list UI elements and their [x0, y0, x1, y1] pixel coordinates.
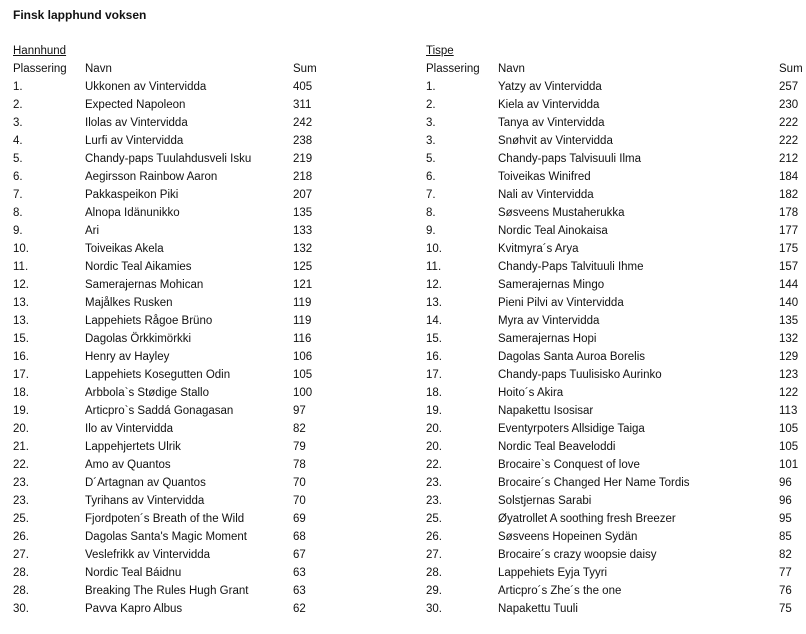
placement-cell: 6.: [13, 171, 23, 183]
placement-cell: 15.: [426, 333, 442, 345]
sum-cell: 76: [779, 585, 792, 597]
female-result-row: [426, 134, 806, 152]
sum-cell: 116: [293, 333, 312, 345]
dog-name-cell: Kvitmyra´s Arya: [498, 243, 579, 255]
placement-cell: 28.: [13, 585, 29, 597]
placement-cell: 20.: [426, 441, 442, 453]
male-header-row: [13, 62, 383, 80]
male-result-row: [13, 350, 383, 368]
placement-cell: 11.: [426, 261, 442, 273]
sum-cell: 125: [293, 261, 313, 273]
sum-cell: 113: [779, 405, 798, 417]
dog-name-cell: Søsveens Hopeinen Sydän: [498, 531, 638, 543]
dog-name-cell: Søsveens Mustaherukka: [498, 207, 625, 219]
dog-name-cell: Tyrihans av Vintervidda: [85, 495, 205, 507]
placement-cell: 1.: [13, 81, 23, 93]
dog-name-cell: Samerajernas Mohican: [85, 279, 204, 291]
placement-cell: 3.: [13, 117, 23, 129]
female-result-row: [426, 116, 806, 134]
female-result-row: [426, 404, 806, 422]
male-result-row: [13, 188, 383, 206]
sum-cell: 222: [779, 135, 799, 147]
male-result-row: [13, 206, 383, 224]
placement-cell: 25.: [13, 513, 29, 525]
female-result-row: [426, 512, 806, 530]
placement-cell: 21.: [13, 441, 29, 453]
dog-name-cell: Ari: [85, 225, 100, 237]
dog-name-cell: Lappehiets Eyja Tyyri: [498, 567, 608, 579]
dog-name-cell: Articpro`s Saddá Gonagasan: [85, 405, 234, 417]
male-results-list: [13, 80, 383, 620]
placement-cell: 16.: [426, 351, 442, 363]
dog-name-cell: Chandy-Paps Talvituuli Ihme: [498, 261, 644, 273]
sum-cell: 96: [779, 495, 792, 507]
sum-cell: 238: [293, 135, 313, 147]
sum-cell: 257: [779, 81, 799, 93]
dog-name-cell: Ilolas av Vintervidda: [85, 117, 188, 129]
placement-cell: 19.: [426, 405, 442, 417]
female-result-row: [426, 260, 806, 278]
dog-name-cell: Aegirsson Rainbow Aaron: [85, 171, 218, 183]
placement-cell: 23.: [13, 477, 29, 489]
sum-cell: 135: [293, 207, 313, 219]
sum-cell: 105: [779, 423, 799, 435]
name-column-header: Navn: [85, 63, 112, 75]
dog-name-cell: Nordic Teal Báidnu: [85, 567, 182, 579]
sum-cell: 85: [779, 531, 792, 543]
placement-cell: 11.: [13, 261, 29, 273]
sum-cell: 82: [293, 423, 306, 435]
sum-cell: 132: [779, 333, 799, 345]
male-result-row: [13, 548, 383, 566]
placement-cell: 25.: [426, 513, 442, 525]
dog-name-cell: Breaking The Rules Hugh Grant: [85, 585, 249, 597]
male-result-row: [13, 80, 383, 98]
placement-cell: 20.: [426, 423, 442, 435]
dog-name-cell: Ukkonen av Vintervidda: [85, 81, 207, 93]
dog-name-cell: Lappehjertets Ulrik: [85, 441, 181, 453]
male-result-row: [13, 116, 383, 134]
male-result-row: [13, 368, 383, 386]
sum-cell: 82: [779, 549, 792, 561]
male-result-row: [13, 422, 383, 440]
sum-cell: 79: [293, 441, 306, 453]
placement-cell: 19.: [13, 405, 29, 417]
dog-name-cell: Dagolas Santa Auroa Borelis: [498, 351, 646, 363]
placement-cell: 13.: [13, 315, 29, 327]
dog-name-cell: Nordic Teal Beaveloddi: [498, 441, 616, 453]
dog-name-cell: Brocaire´s Changed Her Name Tordis: [498, 477, 690, 489]
dog-name-cell: Ilo av Vintervidda: [85, 423, 174, 435]
male-result-row: [13, 386, 383, 404]
sum-cell: 95: [779, 513, 792, 525]
male-result-row: [13, 530, 383, 548]
female-result-row: [426, 494, 806, 512]
placement-cell: 29.: [426, 585, 442, 597]
sum-column-header: Sum: [293, 63, 317, 75]
female-result-row: [426, 188, 806, 206]
placement-cell: 2.: [13, 99, 23, 111]
female-result-row: [426, 530, 806, 548]
female-result-row: [426, 548, 806, 566]
male-result-row: [13, 224, 383, 242]
placement-cell: 18.: [426, 387, 442, 399]
male-result-row: [13, 152, 383, 170]
male-result-row: [13, 332, 383, 350]
placement-cell: 4.: [13, 135, 23, 147]
placement-cell: 16.: [13, 351, 29, 363]
placement-cell: 9.: [426, 225, 436, 237]
dog-name-cell: Majålkes Rusken: [85, 297, 173, 309]
placement-cell: 8.: [13, 207, 23, 219]
male-result-row: [13, 602, 383, 620]
male-result-row: [13, 566, 383, 584]
sum-column-header: Sum: [779, 63, 803, 75]
dog-name-cell: Pieni Pilvi av Vintervidda: [498, 297, 624, 309]
female-result-row: [426, 314, 806, 332]
dog-name-cell: Samerajernas Mingo: [498, 279, 605, 291]
dog-name-cell: Hoito´s Akira: [498, 387, 564, 399]
sum-cell: 106: [293, 351, 313, 363]
dog-name-cell: Yatzy av Vintervidda: [498, 81, 602, 93]
sum-cell: 101: [779, 459, 799, 471]
sum-cell: 119: [293, 315, 312, 327]
female-result-row: [426, 278, 806, 296]
dog-name-cell: Eventyrpoters Allsidige Taiga: [498, 423, 645, 435]
male-result-row: [13, 170, 383, 188]
placement-cell: 8.: [426, 207, 436, 219]
placement-cell: 3.: [426, 117, 436, 129]
placement-cell: 10.: [426, 243, 442, 255]
placement-cell: 9.: [13, 225, 23, 237]
dog-name-cell: Napakettu Isosisar: [498, 405, 594, 417]
document-title: Finsk lapphund voksen: [13, 8, 147, 22]
placement-cell: 30.: [13, 603, 29, 615]
placement-cell: 28.: [13, 567, 29, 579]
female-result-row: [426, 296, 806, 314]
placement-cell: 7.: [13, 189, 23, 201]
female-result-row: [426, 98, 806, 116]
female-result-row: [426, 368, 806, 386]
female-result-row: [426, 476, 806, 494]
male-result-row: [13, 242, 383, 260]
female-result-row: [426, 386, 806, 404]
sum-cell: 75: [779, 603, 792, 615]
sum-cell: 69: [293, 513, 306, 525]
male-results-section: [13, 44, 383, 620]
female-result-row: [426, 584, 806, 602]
placement-cell: 22.: [426, 459, 442, 471]
sum-cell: 218: [293, 171, 313, 183]
male-result-row: [13, 512, 383, 530]
dog-name-cell: Solstjernas Sarabi: [498, 495, 592, 507]
dog-name-cell: Tanya av Vintervidda: [498, 117, 605, 129]
dog-name-cell: Chandy-paps Tuulisisko Aurinko: [498, 369, 662, 381]
sum-cell: 67: [293, 549, 306, 561]
sum-cell: 135: [779, 315, 799, 327]
dog-name-cell: Brocaire`s Conquest of love: [498, 459, 640, 471]
sum-cell: 175: [779, 243, 799, 255]
sum-cell: 122: [779, 387, 799, 399]
placement-cell: 30.: [426, 603, 442, 615]
female-section-heading: Tispe: [426, 45, 454, 57]
male-result-row: [13, 404, 383, 422]
female-result-row: [426, 242, 806, 260]
placement-cell: 12.: [426, 279, 442, 291]
sum-cell: 100: [293, 387, 313, 399]
placement-cell: 22.: [13, 459, 29, 471]
sum-cell: 311: [293, 99, 312, 111]
female-result-row: [426, 566, 806, 584]
sum-cell: 222: [779, 117, 799, 129]
dog-name-cell: Napakettu Tuuli: [498, 603, 578, 615]
male-result-row: [13, 260, 383, 278]
sum-cell: 119: [293, 297, 312, 309]
placement-cell: 2.: [426, 99, 436, 111]
sum-cell: 177: [779, 225, 799, 237]
placement-cell: 3.: [426, 135, 436, 147]
dog-name-cell: D´Artagnan av Quantos: [85, 477, 206, 489]
male-result-row: [13, 98, 383, 116]
sum-cell: 212: [779, 153, 799, 165]
sum-cell: 70: [293, 477, 306, 489]
sum-cell: 182: [779, 189, 799, 201]
male-section-heading: Hannhund: [13, 45, 67, 57]
sum-cell: 62: [293, 603, 306, 615]
placement-cell: 6.: [426, 171, 436, 183]
dog-name-cell: Samerajernas Hopi: [498, 333, 597, 345]
place-column-header: Plassering: [13, 63, 67, 75]
placement-cell: 26.: [13, 531, 29, 543]
dog-name-cell: Fjordpoten´s Breath of the Wild: [85, 513, 245, 525]
dog-name-cell: Amo av Quantos: [85, 459, 171, 471]
placement-cell: 20.: [13, 423, 29, 435]
placement-cell: 1.: [426, 81, 436, 93]
placement-cell: 28.: [426, 567, 442, 579]
sum-cell: 184: [779, 171, 799, 183]
dog-name-cell: Lappehiets Kosegutten Odin: [85, 369, 231, 381]
sum-cell: 219: [293, 153, 313, 165]
sum-cell: 70: [293, 495, 306, 507]
dog-name-cell: Pavva Kapro Albus: [85, 603, 183, 615]
sum-cell: 132: [293, 243, 313, 255]
placement-cell: 17.: [426, 369, 442, 381]
sum-cell: 105: [293, 369, 313, 381]
male-result-row: [13, 476, 383, 494]
female-results-section: [426, 44, 806, 620]
sum-cell: 178: [779, 207, 799, 219]
sum-cell: 63: [293, 567, 306, 579]
placement-cell: 14.: [426, 315, 442, 327]
sum-cell: 78: [293, 459, 306, 471]
sum-cell: 405: [293, 81, 313, 93]
placement-cell: 23.: [426, 495, 442, 507]
female-result-row: [426, 602, 806, 620]
placement-cell: 12.: [13, 279, 29, 291]
sum-cell: 96: [779, 477, 792, 489]
placement-cell: 27.: [13, 549, 29, 561]
sum-cell: 121: [293, 279, 313, 291]
male-result-row: [13, 134, 383, 152]
dog-name-cell: Pakkaspeikon Piki: [85, 189, 179, 201]
dog-name-cell: Chandy-paps Talvisuuli Ilma: [498, 153, 641, 165]
placement-cell: 13.: [13, 297, 29, 309]
sum-cell: 77: [779, 567, 792, 579]
placement-cell: 18.: [13, 387, 29, 399]
male-result-row: [13, 296, 383, 314]
female-result-row: [426, 440, 806, 458]
placement-cell: 10.: [13, 243, 29, 255]
female-result-row: [426, 170, 806, 188]
placement-cell: 5.: [13, 153, 23, 165]
dog-name-cell: Nordic Teal Ainokaisa: [498, 225, 608, 237]
female-result-row: [426, 458, 806, 476]
male-result-row: [13, 278, 383, 296]
sum-cell: 230: [779, 99, 799, 111]
sum-cell: 68: [293, 531, 306, 543]
place-column-header: Plassering: [426, 63, 480, 75]
sum-cell: 97: [293, 405, 306, 417]
sum-cell: 140: [779, 297, 799, 309]
dog-name-cell: Chandy-paps Tuulahdusveli Isku: [85, 153, 252, 165]
female-header-row: [426, 62, 806, 80]
placement-cell: 7.: [426, 189, 436, 201]
dog-name-cell: Dagolas Santa's Magic Moment: [85, 531, 247, 543]
dog-name-cell: Arbbola`s Stødige Stallo: [85, 387, 210, 399]
dog-name-cell: Øyatrollet A soothing fresh Breezer: [498, 513, 676, 525]
male-result-row: [13, 440, 383, 458]
female-result-row: [426, 350, 806, 368]
dog-name-cell: Toiveikas Winifred: [498, 171, 591, 183]
female-result-row: [426, 224, 806, 242]
sum-cell: 207: [293, 189, 313, 201]
dog-name-cell: Expected Napoleon: [85, 99, 186, 111]
name-column-header: Navn: [498, 63, 525, 75]
placement-cell: 26.: [426, 531, 442, 543]
dog-name-cell: Myra av Vintervidda: [498, 315, 600, 327]
placement-cell: 5.: [426, 153, 436, 165]
female-result-row: [426, 206, 806, 224]
sum-cell: 242: [293, 117, 313, 129]
placement-cell: 15.: [13, 333, 29, 345]
dog-name-cell: Lappehiets Rågoe Brüno: [85, 315, 213, 327]
dog-name-cell: Brocaire´s crazy woopsie daisy: [498, 549, 657, 561]
dog-name-cell: Articpro´s Zhe´s the one: [498, 585, 622, 597]
sum-cell: 105: [779, 441, 799, 453]
dog-name-cell: Kiela av Vintervidda: [498, 99, 600, 111]
female-result-row: [426, 422, 806, 440]
sum-cell: 129: [779, 351, 799, 363]
dog-name-cell: Henry av Hayley: [85, 351, 170, 363]
male-result-row: [13, 584, 383, 602]
sum-cell: 63: [293, 585, 306, 597]
dog-name-cell: Nali av Vintervidda: [498, 189, 594, 201]
placement-cell: 17.: [13, 369, 29, 381]
female-results-list: [426, 80, 806, 620]
female-result-row: [426, 332, 806, 350]
dog-name-cell: Veslefrikk av Vintervidda: [85, 549, 211, 561]
dog-name-cell: Lurfi av Vintervidda: [85, 135, 184, 147]
male-result-row: [13, 494, 383, 512]
male-result-row: [13, 314, 383, 332]
placement-cell: 13.: [426, 297, 442, 309]
placement-cell: 23.: [426, 477, 442, 489]
sum-cell: 157: [779, 261, 799, 273]
sum-cell: 144: [779, 279, 799, 291]
dog-name-cell: Dagolas Örkkimörkki: [85, 333, 192, 345]
dog-name-cell: Nordic Teal Aikamies: [85, 261, 192, 273]
female-result-row: [426, 80, 806, 98]
dog-name-cell: Toiveikas Akela: [85, 243, 164, 255]
placement-cell: 23.: [13, 495, 29, 507]
male-result-row: [13, 458, 383, 476]
sum-cell: 123: [779, 369, 799, 381]
sum-cell: 133: [293, 225, 313, 237]
placement-cell: 27.: [426, 549, 442, 561]
female-result-row: [426, 152, 806, 170]
dog-name-cell: Snøhvit av Vintervidda: [498, 135, 613, 147]
dog-name-cell: Alnopa Idänunikko: [85, 207, 180, 219]
